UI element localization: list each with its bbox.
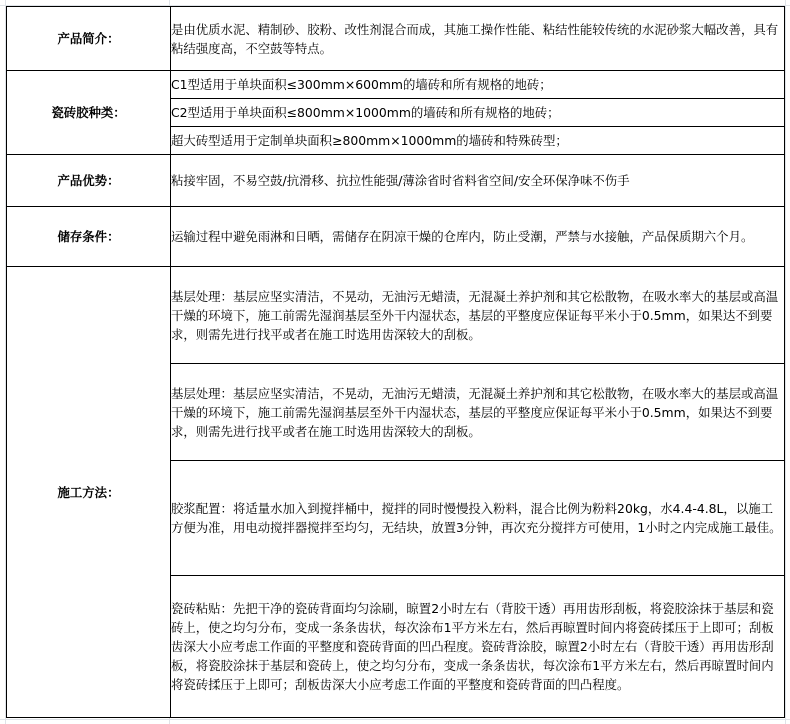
product-spec-table bbox=[6, 6, 785, 718]
method-base-treatment-repeat-text: 基层处理：基层应坚实清洁，不晃动，无油污无蜡渍，无混凝土养护剂和其它松散物，在吸水率大的基层或高温干燥的环境下，施工前需先湿润基层至外干内湿状态，基层的平整度应保证每平米小于0.5mm，如果达不到要求，则需先进行找平或者在施工时选用齿深较大的刮板。 bbox=[171, 385, 779, 439]
method-tile-bonding-cell[interactable] bbox=[171, 576, 785, 718]
type-c1-cell[interactable] bbox=[171, 71, 785, 99]
product-intro-label[interactable]: 产品简介： bbox=[7, 7, 171, 71]
gridline bbox=[785, 0, 786, 724]
type-c1-text: C1型适用于单块面积≤300mm×600mm的墙砖和所有规格的地砖； bbox=[171, 77, 552, 92]
storage-conditions-label[interactable]: 储存条件： bbox=[7, 207, 171, 267]
product-advantages-text: 粘接牢固，不易空鼓/抗滑移、抗拉性能强/薄涂省时省料省空间/安全环保净味不伤手 bbox=[171, 173, 630, 188]
storage-conditions-cell[interactable] bbox=[171, 207, 785, 267]
gridline bbox=[0, 719, 790, 720]
method-mortar-preparation-cell[interactable] bbox=[171, 461, 785, 576]
table-row bbox=[7, 71, 785, 99]
method-base-treatment-repeat-cell[interactable] bbox=[171, 364, 785, 461]
storage-conditions-text: 运输过程中避免雨淋和日晒，需储存在阴凉干燥的仓库内，防止受潮，严禁与水接触，产品保质期六个月。 bbox=[171, 229, 754, 244]
method-base-treatment-cell[interactable] bbox=[171, 267, 785, 364]
type-c2-cell[interactable] bbox=[171, 99, 785, 127]
type-oversize-text: 超大砖型适用于定制单块面积≥800mm×1000mm的墙砖和特殊砖型； bbox=[171, 133, 568, 148]
type-c2-text: C2型适用于单块面积≤800mm×1000mm的墙砖和所有规格的地砖； bbox=[171, 105, 560, 120]
construction-method-label[interactable]: 施工方法： bbox=[7, 267, 171, 718]
table-row bbox=[7, 267, 785, 364]
product-intro-text: 是由优质水泥、精制砂、胶粉、改性剂混合而成，其施工操作性能、粘结性能较传统的水泥砂浆大幅改善，具有粘结强度高，不空鼓等特点。 bbox=[171, 21, 779, 56]
method-base-treatment-text: 基层处理：基层应坚实清洁，不晃动，无油污无蜡渍，无混凝土养护剂和其它松散物，在吸水率大的基层或高温干燥的环境下，施工前需先湿润基层至外干内湿状态，基层的平整度应保证每平米小于0.5mm，如果达不到要求，则需先进行找平或者在施工时选用齿深较大的刮板。 bbox=[171, 288, 779, 342]
product-advantages-cell[interactable] bbox=[171, 155, 785, 207]
table-row bbox=[7, 207, 785, 267]
tile-adhesive-types-label[interactable]: 瓷砖胶种类： bbox=[7, 71, 171, 155]
table-row bbox=[7, 155, 785, 207]
product-advantages-label[interactable]: 产品优势： bbox=[7, 155, 171, 207]
product-intro-cell[interactable] bbox=[171, 7, 785, 71]
table-row bbox=[7, 7, 785, 71]
method-tile-bonding-text: 瓷砖粘贴：先把干净的瓷砖背面均匀涂刷，晾置2小时左右（背胶干透）再用齿形刮板，将瓷胶涂抹于基层和瓷砖上，使之均匀分布，变成一条条齿状，每次涂布1平方米左右，然后再晾置时间内将瓷砖揉压于上即可；刮板齿深大小应考虑工作面的平整度和瓷砖背面的凹凸程度。瓷砖背涂胶，晾置2小时左右（背胶干透）再用齿形刮板，将瓷胶涂抹于基层和瓷砖上，使之均匀分布，变成一条条齿状，每次涂布1平方米左右，然后再晾置时间内将瓷砖揉压于上即可；刮板齿深大小应考虑工作面的平整度和瓷砖背面的凹凸程度。 bbox=[171, 601, 774, 692]
method-mortar-preparation-text: 胶浆配置：将适量水加入到搅拌桶中，搅拌的同时慢慢投入粉料，混合比例为粉料20kg，水4.4-4.8L，以施工方便为准，用电动搅拌器搅拌至均匀，无结块，放置3分钟，再次充分搅拌方可使用，1小时之内完成施工最佳。 bbox=[171, 501, 782, 535]
type-oversize-cell[interactable] bbox=[171, 127, 785, 155]
